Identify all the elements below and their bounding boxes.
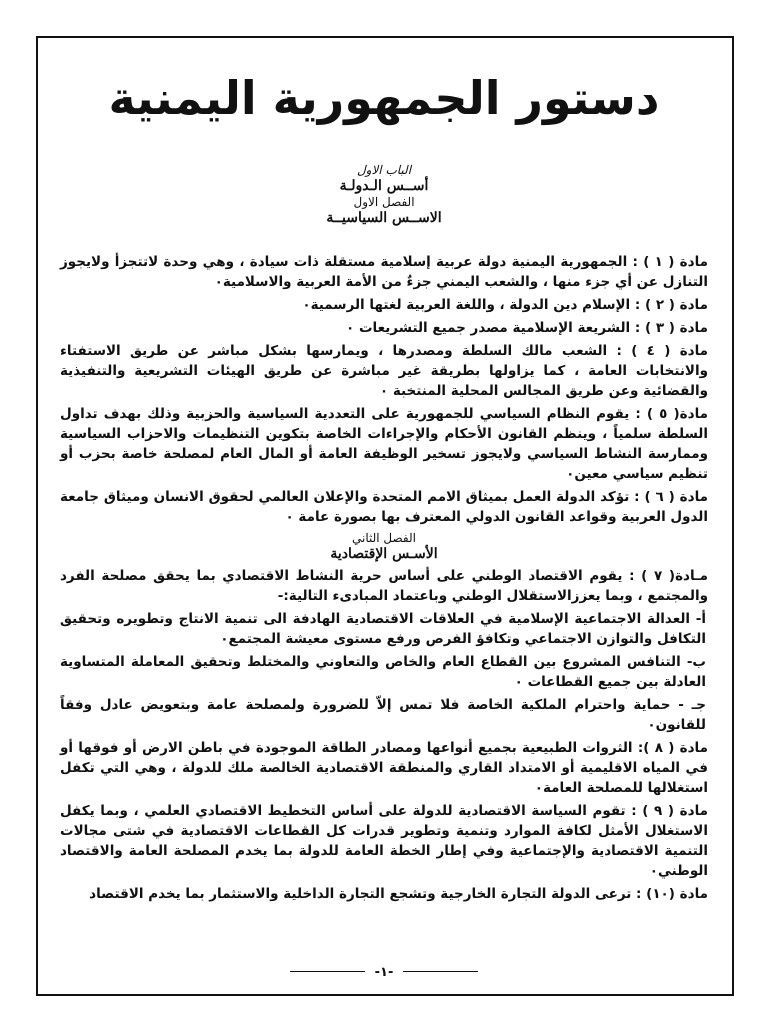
article-text: الشعب مالك السلطة ومصدرها ، ويمارسها بشكل مباشر عن طريق الاستفتاء والانتخابات العامة ، كما يزاولها بطريقة غير مباشرة عن طريق الهيئات التشريعية والتنفيذية والقضائية وعن طريق المجالس المحلية المنتخبة ٠: [60, 343, 708, 399]
article-label: مـادة( ٧ ) :: [629, 568, 709, 584]
chapter2-title: الأسـس الإقتصادية: [330, 546, 438, 562]
article-text: ترعى الدولة التجارة الخارجية وتشجع التجارة الداخلية والاستثمار بما يخدم الاقتصاد: [89, 886, 632, 902]
article-label: مادة (١٠) :: [636, 886, 708, 902]
article-text: يقوم النظام السياسي للجمهورية على التعددية السياسية والحزبية وذلك بهدف تداول السلطة سلمياً ، وينظم القانون الأحكام والإجراءات الخاصة بتكوين التنظيمات والاحزاب السياسية وممارسة النشاط السياسي ولايجوز تسخير الوظيفة العامة أو المال العام لمصلحة خاصة بحزب أو تنظيم سياسي معين٠: [60, 406, 708, 482]
article-label: مادة ( ١ ) :: [632, 254, 709, 270]
subclause: ب- التنافس المشروع بين القطاع العام والخاص والتعاوني والمختلط وتحقيق المعاملة المتساوية العادلة بين جميع القطاعات ٠: [60, 654, 706, 690]
article-label: مادة( ٥ ) :: [635, 406, 708, 422]
article-label: مادة ( ٨ ):: [637, 740, 708, 756]
chapter-label: الفصل الاول: [353, 195, 415, 209]
constitution-body: [60, 252, 708, 907]
article: [60, 295, 708, 315]
article-text: تؤكد الدولة العمل بميثاق الامم المتحدة والإعلان العالمي لحقوق الانسان وميثاق جامعة الدول العربية وقواعد القانون الدولي المعترف بها بصورة عامة ٠: [60, 489, 708, 525]
article: [60, 252, 708, 292]
subclause: أ- العدالة الاجتماعية الإسلامية في العلاقات الاقتصادية الهادفة الى تنمية الانتاج وتطويره وتحقيق التكافل والتوازن الاجتماعي وتكافؤ الفرص ورفع مستوى معيشة المجتمع٠: [60, 611, 706, 647]
article: [60, 487, 708, 527]
article-label: مادة ( ٦ ) :: [634, 489, 708, 505]
article: [60, 341, 708, 401]
article-label: مادة ( ٢ ) :: [634, 297, 708, 313]
page-number-text: -١-: [365, 965, 404, 980]
article-text: الشريعة الإسلامية مصدر جميع التشريعات ٠: [346, 320, 631, 336]
subclause: جـ - حماية واحترام الملكية الخاصة فلا تمس إلاّ للضرورة ولمصلحة عامة وبتعويض عادل وفقاً للقانون٠: [60, 697, 706, 733]
article: [60, 404, 708, 484]
article-text: الثروات الطبيعية بجميع أنواعها ومصادر الطاقة الموجودة في باطن الارض أو فوقها أو في المياه الاقليمية أو الامتداد القاري والمنطقة الاقتصادية الخالصة ملك للدولة ، وهي التي تكفل استغلالها للمصلحة العامة٠: [60, 740, 708, 796]
chapter2-articles: [60, 738, 708, 904]
part-title: أســس الـدولـة: [339, 178, 429, 194]
article-label: مادة ( ٤ ) :: [616, 343, 709, 359]
article-text: الإسلام دين الدولة ، واللغة العربية لغتها الرسمية٠: [302, 297, 631, 313]
page-title: دستور الجمهورية اليمنية: [108, 71, 660, 125]
article: [60, 801, 708, 881]
article-text: الجمهورية اليمنية دولة عربية إسلامية مستقلة ذات سيادة ، وهي وحدة لاتتجزأ ولايجوز التنازل عن أي جزء منها ، والشعب اليمني جزءٌ من الأمة العربية والاسلامية٠: [60, 254, 708, 290]
article-label: مادة ( ٣ ) :: [634, 320, 708, 336]
article: [60, 738, 708, 798]
part-label: الباب الاول: [356, 163, 412, 177]
page-number: [0, 965, 768, 980]
chapter1-articles: [60, 252, 708, 527]
chapter2-heading: [60, 530, 708, 562]
article: [60, 318, 708, 338]
article-text: تقوم السياسة الاقتصادية للدولة على أساس التخطيط الاقتصادي العلمي ، وبما يكفل الاستغلال الأمثل لكافة الموارد وتنمية وتطوير قدرات كل القطاعات الاقتصادية في شتى مجالات التنمية الاقتصادية والإجتماعية وفي إطار الخطة العامة للدولة بما يخدم المصلحة العامة والاقتصاد الوطني٠: [60, 803, 708, 879]
article: [60, 884, 708, 904]
chapter-title: الاســس السياسيــة: [326, 210, 442, 226]
article-label: مادة ( ٩ ) :: [631, 803, 709, 819]
chapter2-label: الفصل الثاني: [352, 531, 416, 545]
part-heading: [0, 162, 768, 226]
article-7-subclauses: [60, 609, 708, 735]
article-7: [60, 566, 708, 606]
article-text: يقوم الاقتصاد الوطني على أساس حرية النشاط الاقتصادي بما يحقق مصلحة الفرد والمجتمع ، وبما يعززالاستقلال الوطني وباعتماد المبادىء التالية:-: [60, 568, 708, 604]
